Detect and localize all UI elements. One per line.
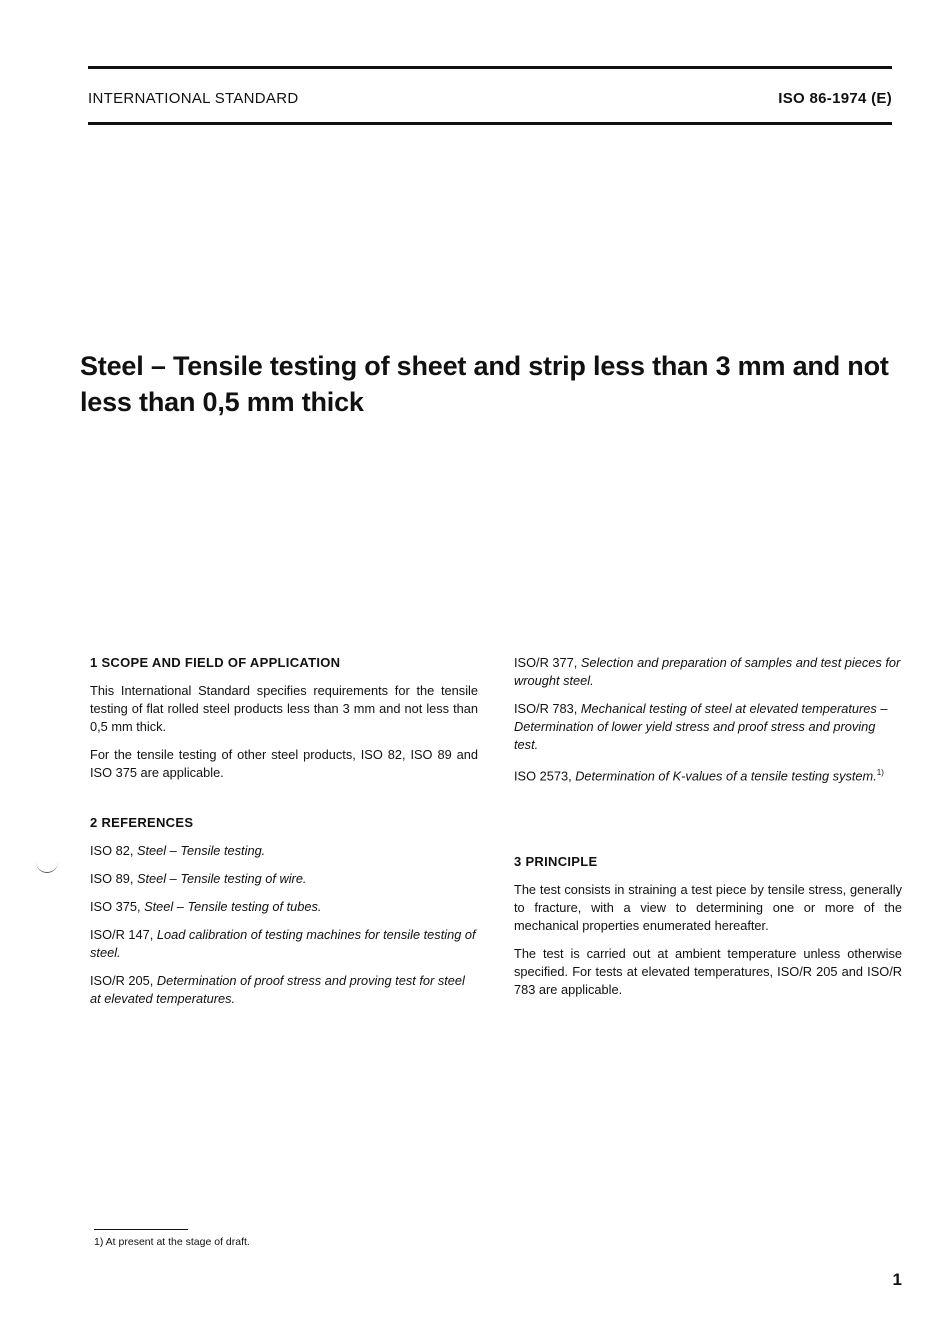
footnote: 1) At present at the stage of draft. <box>94 1236 250 1248</box>
reference-title: Selection and preparation of samples and test pieces for wrought steel. <box>514 655 901 688</box>
reference-item <box>514 700 902 754</box>
reference-code: ISO/R 147, <box>90 927 154 942</box>
reference-item <box>90 926 478 962</box>
reference-title: Load calibration of testing machines for tensile testing of steel. <box>90 927 476 960</box>
header-rule-top <box>88 66 892 69</box>
principle-paragraph-2: The test is carried out at ambient temperature unless otherwise specified. For tests at elevated temperatures, ISO/R 205 and ISO/R 783 are applicable. <box>514 946 902 998</box>
scope-paragraph-2: For the tensile testing of other steel products, ISO 82, ISO 89 and ISO 375 are applicable. <box>90 747 478 780</box>
reference-title: Steel – Tensile testing of wire. <box>136 871 307 886</box>
scope-paragraph-1: This International Standard specifies requirements for the tensile testing of flat rolled steel products less than 3 mm and not less than 0,5 mm thick. <box>90 683 478 734</box>
reference-title: Determination of proof stress and proving test for steel at elevated temperatures. <box>90 973 465 1006</box>
reference-title: Steel – Tensile testing of tubes. <box>144 899 322 914</box>
footnote-rule <box>94 1229 188 1230</box>
reference-item <box>90 842 478 860</box>
reference-title: Mechanical testing of steel at elevated temperatures – Determination of lower yield stress and proof stress and proving test. <box>514 701 888 752</box>
reference-code: ISO 375, <box>90 899 141 914</box>
reference-code: ISO/R 377, <box>514 655 578 670</box>
reference-title: Steel – Tensile testing. <box>136 843 266 858</box>
references-heading: 2 REFERENCES <box>90 815 194 830</box>
standard-number: ISO 86-1974 (E) <box>778 90 892 107</box>
page-number: 1 <box>892 1270 902 1289</box>
reference-code: ISO 82, <box>90 843 134 858</box>
reference-code: ISO/R 205, <box>90 973 154 988</box>
reference-item <box>514 654 902 690</box>
scope-heading: 1 SCOPE AND FIELD OF APPLICATION <box>90 655 341 670</box>
reference-code: ISO/R 783, <box>514 701 578 716</box>
reference-item <box>90 898 478 916</box>
principle-paragraph-1: The test consists in straining a test piece by tensile stress, generally to fracture, with a view to determining one or more of the mechanical properties enumerated hereafter. <box>514 882 902 934</box>
header-rule-bottom <box>88 122 892 125</box>
principle-heading: 3 PRINCIPLE <box>514 854 598 870</box>
reference-code: ISO 2573, <box>514 768 572 784</box>
standard-type-label: INTERNATIONAL STANDARD <box>88 90 299 107</box>
footnote-marker[interactable]: 1) <box>876 768 884 777</box>
left-column <box>90 654 478 1018</box>
reference-title: Determination of K-values of a tensile testing system. <box>575 768 877 784</box>
margin-mark <box>36 862 58 873</box>
reference-item <box>90 870 478 888</box>
reference-code: ISO 89, <box>90 871 134 886</box>
right-column <box>514 654 902 1009</box>
reference-item <box>90 972 478 1008</box>
document-title: Steel – Tensile testing of sheet and strip less than 3 mm and not less than 0,5 mm thick <box>80 351 889 417</box>
reference-item <box>514 764 902 785</box>
